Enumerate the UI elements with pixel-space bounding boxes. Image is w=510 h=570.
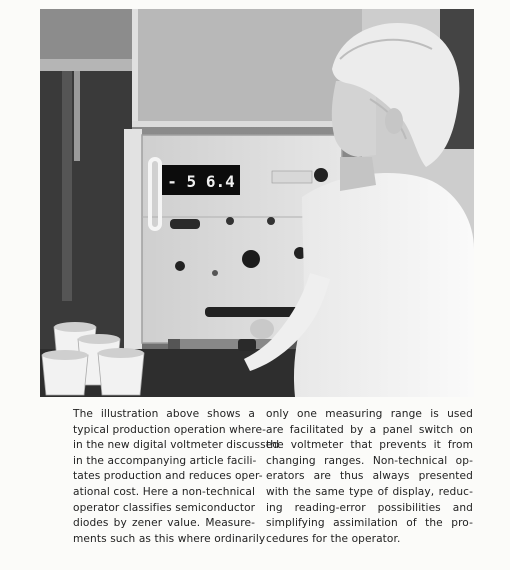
voltmeter-readout: - 5 6.4 [167,172,235,191]
caption-line: only one measuring range is used [266,408,473,420]
caption-line: the voltmeter that prevents it from [266,439,473,452]
photo-illustration [40,9,474,397]
caption-line: erators are thus always presented [266,470,473,483]
caption-line: ments such as this where ordinarily [73,532,266,545]
caption-line: The illustration above shows a [73,408,255,420]
caption [73,407,473,547]
caption-line: simplifying assimilation of the pro- [266,517,473,530]
caption-line: ational cost. Here a non-technical [73,485,255,498]
caption-line: changing ranges. Non-technical op- [266,454,473,467]
caption-line: are facilitated by a panel switch on [266,423,473,436]
caption-line: in the accompanying article facili- [73,454,257,467]
caption-line: with the same type of display, reduc- [266,485,473,498]
caption-line: cedures for the operator. [266,532,401,545]
caption-left-column [73,407,280,547]
caption-line: operator classifies semiconductor [73,501,256,514]
caption-line: ing reading-error possibilities and [266,501,473,514]
caption-line: tates production and reduces oper- [73,470,263,483]
caption-line: diodes by zener value. Measure- [73,517,255,530]
caption-line: in the new digital voltmeter discussed [73,439,280,452]
caption-line: typical production operation where- [73,423,267,436]
caption-right-column [266,407,473,547]
photograph [40,9,474,397]
